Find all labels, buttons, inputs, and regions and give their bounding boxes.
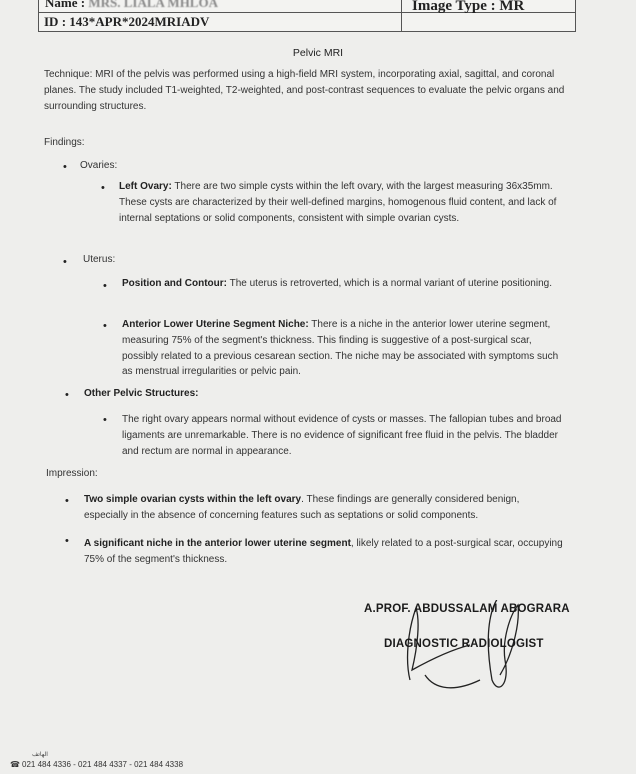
technique-paragraph (44, 67, 579, 115)
impression-1-text: . These findings are generally considered benign, especially in the absence of concerning features such as septations or solid components. (84, 494, 520, 521)
impression-item-2 (84, 536, 579, 568)
signature-name: A.PROF. ABDUSSALAM ABOGRARA (364, 603, 570, 615)
impression-2-head: A significant niche in the anterior lower uterine segment (84, 538, 351, 549)
bullet-other-text: • (103, 414, 107, 426)
technique-text: MRI of the pelvis was performed using a high-field MRI system, incorporating axial, sagittal, and coronal planes. The study included T1-weighted, T2-weighted, and post-contrast sequences to evaluate the pelvic organs and surrounding structures. (44, 69, 565, 112)
niche-head: Anterior Lower Uterine Segment Niche: (122, 319, 309, 330)
ovaries-label: Ovaries: (80, 160, 118, 171)
position-head: Position and Contour: (122, 278, 227, 289)
other-structures-text: The right ovary appears normal without evidence of cysts or masses. The fallopian tubes and broad ligaments are unremarkable. There is no evidence of significant free fluid in the pelvis. The bladder and rectum are normal in appearance. (122, 414, 562, 457)
handwritten-signature (360, 600, 590, 700)
header-table (38, 0, 576, 32)
left-ovary-head: Left Ovary: (119, 181, 172, 192)
position-text: The uterus is retroverted, which is a normal variant of uterine positioning. (227, 278, 552, 289)
bullet-left-ovary: • (101, 182, 105, 194)
left-ovary-finding (119, 179, 559, 226)
footer-phone-numbers: 021 484 4336 - 021 484 4337 - 021 484 4338 (22, 760, 184, 769)
image-type: Image Type : MR (412, 0, 525, 14)
signature-title: DIAGNOSTIC RADIOLOGIST (384, 638, 544, 650)
bullet-uterus: • (63, 256, 67, 268)
bullet-other: • (65, 389, 69, 401)
other-structures-label: Other Pelvic Structures: (84, 388, 199, 399)
niche-finding (122, 317, 562, 380)
patient-id: ID : 143*APR*2024MRIADV (44, 14, 210, 29)
left-ovary-text: There are two simple cysts within the left ovary, with the largest measuring 36x35mm. These cysts are characterized by their well-defined margins, homogenous fluid content, and lack of internal septations or solid components, consistent with simple ovarian cysts. (119, 181, 557, 224)
uterus-label: Uterus: (83, 254, 116, 265)
patient-name: Name : MRS. LIALA MHLOA (45, 0, 218, 10)
phone-icon: ☎ (10, 760, 20, 769)
impression-1-head: Two simple ovarian cysts within the left ovary (84, 494, 302, 505)
bullet-position: • (103, 280, 107, 292)
position-finding (122, 276, 552, 292)
bullet-ovaries: • (63, 161, 67, 173)
header-vertical-divider (401, 0, 402, 31)
footer-arabic: الهاتف (32, 752, 48, 758)
impression-item-1 (84, 492, 554, 524)
findings-label: Findings: (44, 137, 85, 148)
bullet-niche: • (103, 320, 107, 332)
bullet-impression-2: • (65, 535, 69, 547)
impression-label: Impression: (46, 468, 98, 479)
report-title: Pelvic MRI (292, 47, 344, 59)
technique-label: Technique: (44, 69, 93, 80)
niche-text: There is a niche in the anterior lower uterine segment, measuring 75% of the segment's thickness. This finding is suggestive of a post-surgical scar, possibly related to a previous cesarean section. The niche may be associated with symptoms such as menstrual irregularities or pelvic pain. (122, 319, 559, 378)
bullet-impression-1: • (65, 495, 69, 507)
impression-2-text: , likely related to a post-surgical scar, occupying 75% of the segment's thickness. (84, 538, 563, 565)
signature-block (360, 600, 590, 700)
